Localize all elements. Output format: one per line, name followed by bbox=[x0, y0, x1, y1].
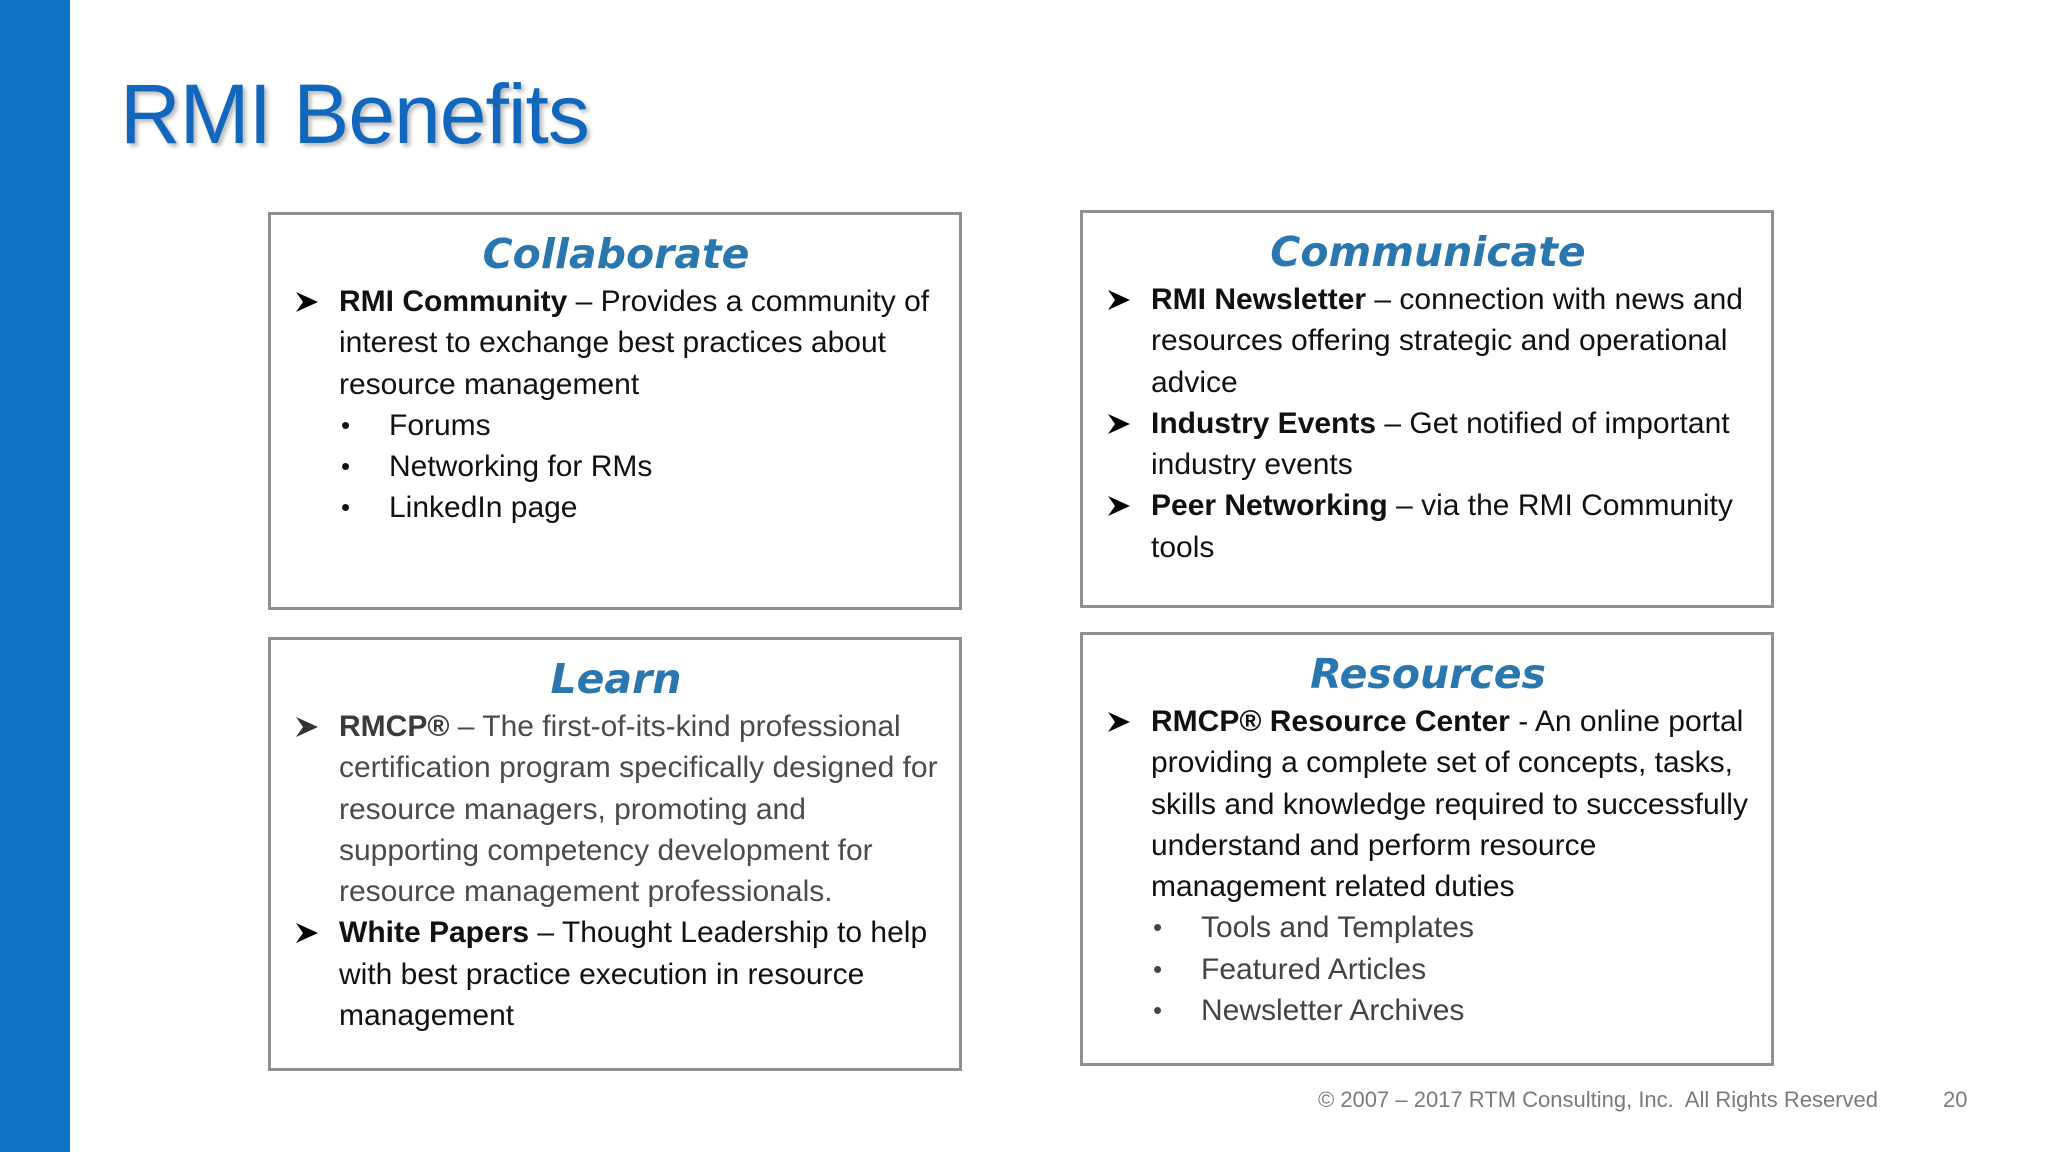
communicate-box bbox=[1080, 210, 1774, 608]
list-item bbox=[339, 446, 939, 487]
list-item bbox=[1151, 990, 1751, 1031]
list-item bbox=[339, 487, 939, 528]
sub-item-text: Networking for RMs bbox=[389, 450, 653, 484]
sub-item-text: LinkedIn page bbox=[389, 491, 578, 525]
dot-bullet-icon: • bbox=[1153, 912, 1163, 943]
list-item bbox=[293, 706, 939, 912]
learn-box bbox=[268, 637, 962, 1071]
learn-heading: Learn bbox=[550, 655, 682, 703]
sub-item-text: Tools and Templates bbox=[1201, 911, 1474, 945]
communicate-heading: Communicate bbox=[1270, 228, 1586, 276]
list-item bbox=[1105, 485, 1751, 568]
sub-list bbox=[293, 405, 939, 529]
arrowhead-bullet-icon bbox=[293, 912, 333, 953]
list-item bbox=[1105, 701, 1751, 907]
arrowhead-bullet-icon bbox=[293, 281, 333, 322]
list-item bbox=[1151, 907, 1751, 948]
item-title: RMI Newsletter bbox=[1151, 283, 1367, 316]
left-accent-bar bbox=[0, 0, 70, 1152]
list-item bbox=[1105, 403, 1751, 486]
resources-heading: Resources bbox=[1310, 650, 1546, 698]
item-text: – Provides a community of interest to exchange best practices about resource management bbox=[339, 285, 930, 401]
arrowhead-bullet-icon bbox=[1105, 701, 1145, 742]
item-text: - An online portal providing a complete set of concepts, tasks, skills and knowledge required to successfully understand and perform resource management related duties bbox=[1151, 705, 1748, 904]
sub-list bbox=[1105, 907, 1751, 1031]
arrowhead-bullet-icon bbox=[293, 706, 333, 747]
list-item bbox=[1151, 949, 1751, 990]
collaborate-heading: Collaborate bbox=[482, 230, 750, 278]
arrowhead-bullet-icon bbox=[1105, 403, 1145, 444]
list-item bbox=[293, 281, 939, 405]
list-item bbox=[339, 405, 939, 446]
dot-bullet-icon: • bbox=[1153, 995, 1163, 1026]
item-title: Peer Networking bbox=[1151, 489, 1388, 523]
arrowhead-bullet-icon bbox=[1105, 485, 1145, 526]
list-item bbox=[1105, 279, 1751, 403]
footer-copyright: © 2007 – 2017 RTM Consulting, Inc. All Rights Reserved bbox=[1318, 1087, 1878, 1112]
dot-bullet-icon: • bbox=[341, 492, 351, 523]
item-title: RMI Community bbox=[339, 285, 568, 318]
arrowhead-bullet-icon bbox=[1105, 279, 1145, 320]
item-text: – Get notified of important industry events bbox=[1151, 406, 1730, 482]
item-title: RMCP® Resource Center bbox=[1151, 705, 1510, 738]
item-text: – Thought Leadership to help with best practice execution in resource management bbox=[339, 916, 928, 1033]
item-title: Industry Events bbox=[1151, 406, 1377, 440]
item-title: RMCP® bbox=[339, 710, 450, 743]
item-text: – via the RMI Community tools bbox=[1151, 489, 1733, 564]
item-text: – connection with news and resources offering strategic and operational advice bbox=[1151, 283, 1743, 399]
dot-bullet-icon: • bbox=[1153, 953, 1163, 984]
item-text: – The first-of-its-kind professional certification program specifically designed for resource managers, promoting and supporting competency development for resource management professionals. bbox=[339, 710, 938, 909]
sub-item-text: Forums bbox=[389, 408, 491, 442]
page-number: 20 bbox=[1943, 1087, 1968, 1112]
collaborate-box bbox=[268, 212, 962, 610]
resources-box bbox=[1080, 632, 1774, 1066]
sub-item-text: Newsletter Archives bbox=[1201, 994, 1465, 1028]
list-item bbox=[293, 912, 939, 1036]
dot-bullet-icon: • bbox=[341, 409, 351, 440]
page-title: RMI Benefits bbox=[120, 67, 589, 161]
sub-item-text: Featured Articles bbox=[1201, 952, 1427, 986]
item-title: White Papers bbox=[339, 916, 530, 950]
dot-bullet-icon: • bbox=[341, 451, 351, 482]
